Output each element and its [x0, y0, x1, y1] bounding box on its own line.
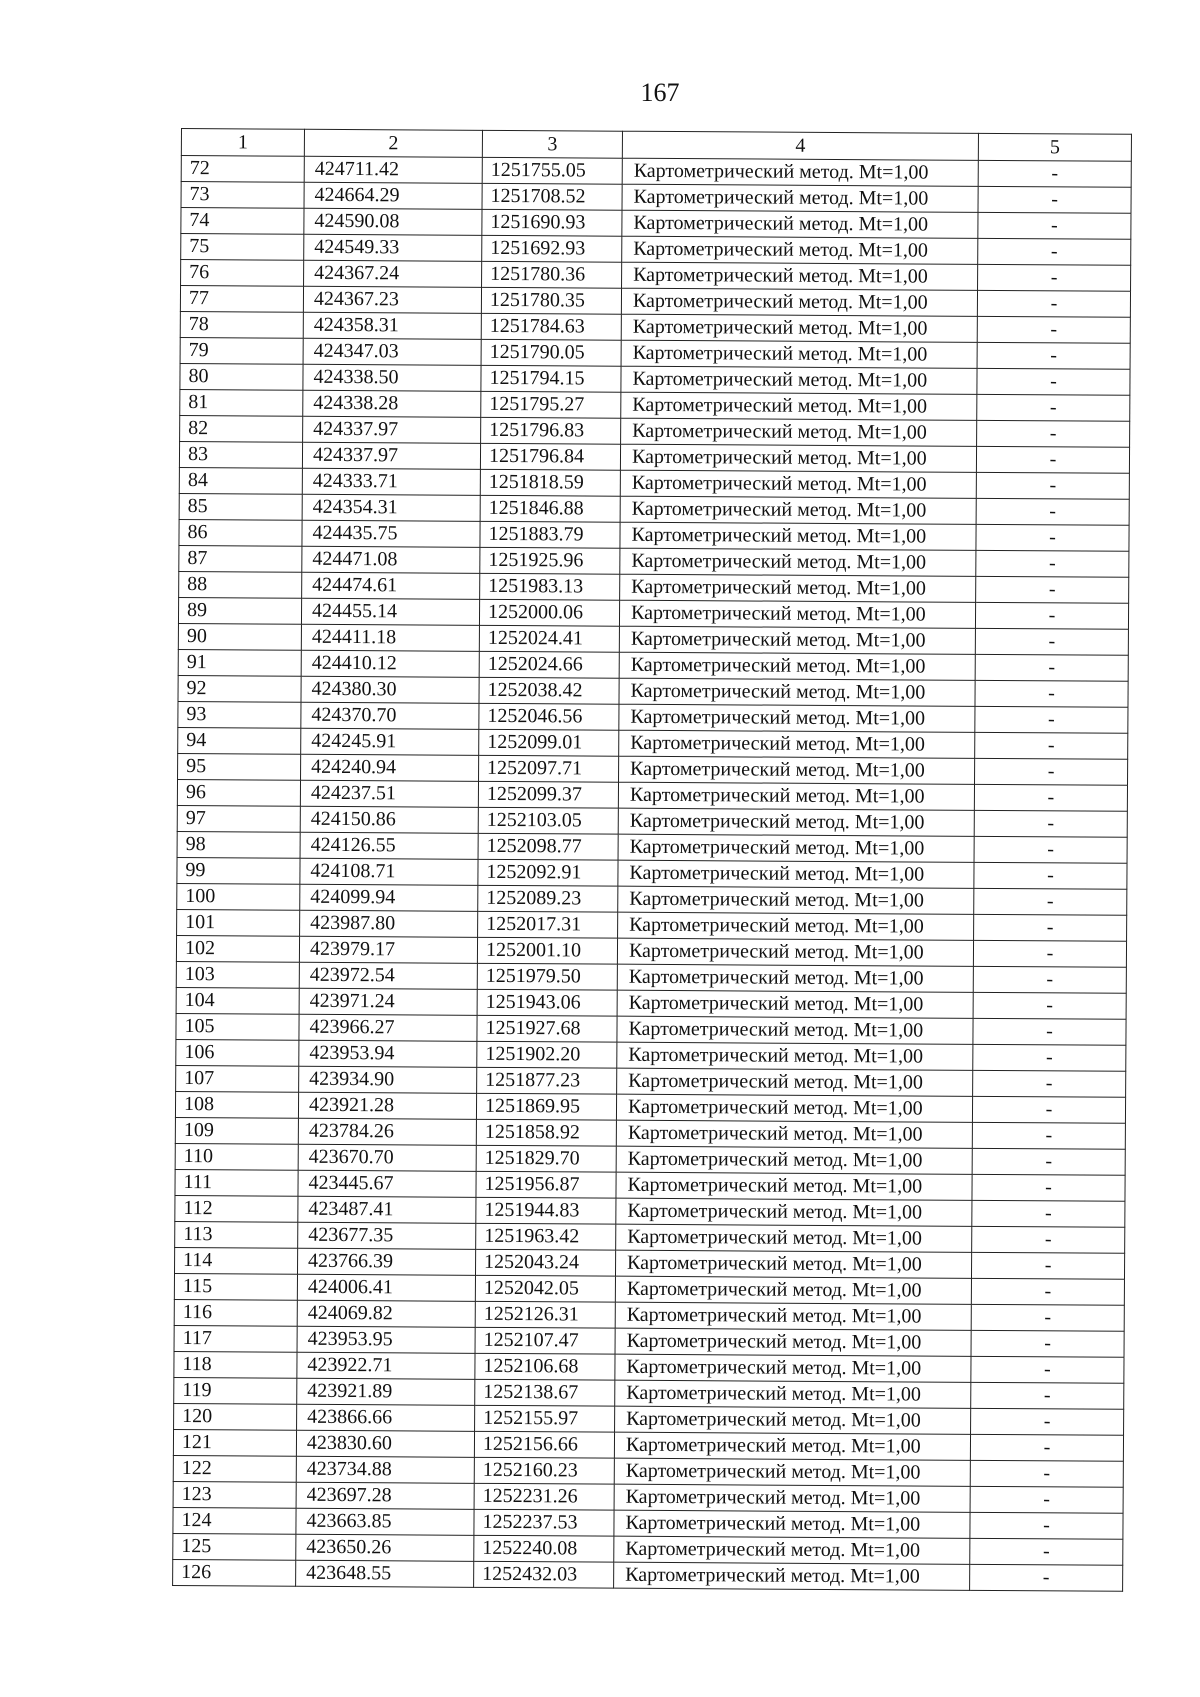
note-cell: - — [973, 1018, 1126, 1045]
x-coordinate-cell: 423921.28 — [298, 1092, 476, 1119]
y-coordinate-cell: 1251708.52 — [482, 183, 622, 210]
point-number-cell: 120 — [174, 1403, 297, 1430]
method-cell: Картометрический метод. Mt=1,00 — [618, 912, 974, 940]
method-cell: Картометрический метод. Mt=1,00 — [616, 1172, 972, 1200]
x-coordinate-cell: 424108.71 — [300, 858, 478, 885]
method-cell: Картометрический метод. Mt=1,00 — [615, 1302, 971, 1330]
header-cell: 3 — [482, 130, 622, 158]
method-cell: Картометрический метод. Mt=1,00 — [618, 886, 974, 914]
y-coordinate-cell: 1251784.63 — [481, 313, 621, 340]
method-cell: Картометрический метод. Mt=1,00 — [614, 1536, 970, 1564]
method-cell: Картометрический метод. Mt=1,00 — [619, 600, 975, 628]
point-number-cell: 126 — [173, 1559, 296, 1586]
x-coordinate-cell: 424411.18 — [301, 624, 479, 651]
y-coordinate-cell: 1251963.42 — [476, 1223, 616, 1250]
y-coordinate-cell: 1252107.47 — [475, 1327, 615, 1354]
point-number-cell: 75 — [181, 234, 304, 261]
point-number-cell: 106 — [176, 1039, 299, 1066]
note-cell: - — [971, 1330, 1124, 1357]
y-coordinate-cell: 1251692.93 — [482, 235, 622, 262]
method-cell: Картометрический метод. Mt=1,00 — [620, 522, 976, 550]
y-coordinate-cell: 1252160.23 — [474, 1457, 614, 1484]
y-coordinate-cell: 1251796.84 — [480, 443, 620, 470]
method-cell: Картометрический метод. Mt=1,00 — [621, 392, 977, 420]
method-cell: Картометрический метод. Mt=1,00 — [621, 288, 977, 316]
method-cell: Картометрический метод. Mt=1,00 — [621, 366, 977, 394]
point-number-cell: 121 — [173, 1429, 296, 1456]
note-cell: - — [975, 680, 1128, 707]
x-coordinate-cell: 423971.24 — [299, 988, 477, 1015]
note-cell: - — [975, 654, 1128, 681]
note-cell: - — [977, 290, 1130, 317]
x-coordinate-cell: 423953.94 — [299, 1040, 477, 1067]
method-cell: Картометрический метод. Mt=1,00 — [616, 1198, 972, 1226]
y-coordinate-cell: 1252043.24 — [475, 1249, 615, 1276]
point-number-cell: 88 — [179, 571, 302, 598]
point-number-cell: 95 — [178, 753, 301, 780]
y-coordinate-cell: 1252155.97 — [475, 1405, 615, 1432]
y-coordinate-cell: 1252024.66 — [479, 651, 619, 678]
point-number-cell: 78 — [180, 311, 303, 338]
note-cell: - — [976, 498, 1129, 525]
note-cell: - — [976, 446, 1129, 473]
note-cell: - — [975, 602, 1128, 629]
x-coordinate-cell: 424006.41 — [297, 1274, 475, 1301]
x-coordinate-cell: 423987.80 — [300, 910, 478, 937]
method-cell: Картометрический метод. Mt=1,00 — [622, 236, 978, 264]
note-cell: - — [974, 810, 1127, 837]
note-cell: - — [978, 212, 1131, 239]
header-cell: 5 — [978, 133, 1131, 161]
y-coordinate-cell: 1251690.93 — [482, 209, 622, 236]
x-coordinate-cell: 424237.51 — [300, 780, 478, 807]
x-coordinate-cell: 424338.28 — [303, 390, 481, 417]
x-coordinate-cell: 423979.17 — [299, 936, 477, 963]
method-cell: Картометрический метод. Mt=1,00 — [617, 1068, 973, 1096]
method-cell: Картометрический метод. Mt=1,00 — [622, 210, 978, 238]
y-coordinate-cell: 1251883.79 — [480, 521, 620, 548]
page-number: 167 — [640, 78, 680, 107]
y-coordinate-cell: 1252231.26 — [474, 1483, 614, 1510]
x-coordinate-cell: 423953.95 — [297, 1326, 475, 1353]
x-coordinate-cell: 423445.67 — [298, 1170, 476, 1197]
point-number-cell: 77 — [180, 286, 303, 313]
coordinates-table — [172, 128, 1132, 1592]
y-coordinate-cell: 1251846.88 — [480, 495, 620, 522]
method-cell: Картометрический метод. Mt=1,00 — [619, 652, 975, 680]
point-number-cell: 86 — [179, 519, 302, 546]
point-number-cell: 100 — [177, 883, 300, 910]
method-cell: Картометрический метод. Mt=1,00 — [620, 548, 976, 576]
note-cell: - — [977, 342, 1130, 369]
x-coordinate-cell: 423648.55 — [296, 1560, 474, 1587]
x-coordinate-cell: 424126.55 — [300, 832, 478, 859]
method-cell: Картометрический метод. Mt=1,00 — [620, 496, 976, 524]
note-cell: - — [973, 1044, 1126, 1071]
table-body — [173, 156, 1132, 1592]
x-coordinate-cell: 423766.39 — [298, 1248, 476, 1275]
point-number-cell: 84 — [179, 467, 302, 494]
note-cell: - — [976, 550, 1129, 577]
x-coordinate-cell: 423670.70 — [298, 1144, 476, 1171]
method-cell: Картометрический метод. Mt=1,00 — [622, 184, 978, 212]
y-coordinate-cell: 1251943.06 — [477, 989, 617, 1016]
point-number-cell: 112 — [175, 1195, 298, 1222]
note-cell: - — [974, 784, 1127, 811]
point-number-cell: 118 — [174, 1351, 297, 1378]
y-coordinate-cell: 1251795.27 — [481, 391, 621, 418]
y-coordinate-cell: 1252042.05 — [475, 1275, 615, 1302]
x-coordinate-cell: 423697.28 — [296, 1482, 474, 1509]
point-number-cell: 105 — [176, 1013, 299, 1040]
note-cell: - — [974, 862, 1127, 889]
note-cell: - — [970, 1460, 1123, 1487]
y-coordinate-cell: 1251780.35 — [481, 287, 621, 314]
note-cell: - — [974, 836, 1127, 863]
y-coordinate-cell: 1251983.13 — [480, 573, 620, 600]
point-number-cell: 101 — [177, 909, 300, 936]
note-cell: - — [978, 160, 1131, 187]
point-number-cell: 76 — [181, 260, 304, 287]
point-number-cell: 79 — [180, 337, 303, 364]
note-cell: - — [975, 628, 1128, 655]
point-number-cell: 125 — [173, 1533, 296, 1560]
point-number-cell: 93 — [178, 701, 301, 728]
x-coordinate-cell: 424664.29 — [304, 182, 482, 209]
y-coordinate-cell: 1251925.96 — [480, 547, 620, 574]
x-coordinate-cell: 423650.26 — [296, 1534, 474, 1561]
point-number-cell: 72 — [181, 156, 304, 183]
note-cell: - — [977, 368, 1130, 395]
method-cell: Картометрический метод. Mt=1,00 — [615, 1354, 971, 1382]
point-number-cell: 117 — [174, 1325, 297, 1352]
y-coordinate-cell: 1252106.68 — [475, 1353, 615, 1380]
y-coordinate-cell: 1252099.37 — [478, 781, 618, 808]
x-coordinate-cell: 424069.82 — [297, 1300, 475, 1327]
x-coordinate-cell: 424333.71 — [302, 468, 480, 495]
y-coordinate-cell: 1252126.31 — [475, 1301, 615, 1328]
y-coordinate-cell: 1251790.05 — [481, 339, 621, 366]
x-coordinate-cell: 424410.12 — [301, 650, 479, 677]
point-number-cell: 97 — [177, 805, 300, 832]
y-coordinate-cell: 1252240.08 — [474, 1535, 614, 1562]
note-cell: - — [975, 732, 1128, 759]
method-cell: Картометрический метод. Mt=1,00 — [615, 1328, 971, 1356]
note-cell: - — [972, 1148, 1125, 1175]
method-cell: Картометрический метод. Mt=1,00 — [621, 314, 977, 342]
note-cell: - — [978, 238, 1131, 265]
method-cell: Картометрический метод. Mt=1,00 — [618, 860, 974, 888]
note-cell: - — [972, 1122, 1125, 1149]
method-cell: Картометрический метод. Mt=1,00 — [617, 964, 973, 992]
note-cell: - — [970, 1564, 1123, 1591]
note-cell: - — [971, 1382, 1124, 1409]
y-coordinate-cell: 1252092.91 — [478, 859, 618, 886]
point-number-cell: 89 — [178, 597, 301, 624]
x-coordinate-cell: 423487.41 — [298, 1196, 476, 1223]
x-coordinate-cell: 424474.61 — [302, 572, 480, 599]
point-number-cell: 115 — [174, 1273, 297, 1300]
point-number-cell: 92 — [178, 675, 301, 702]
point-number-cell: 90 — [178, 623, 301, 650]
note-cell: - — [971, 1304, 1124, 1331]
x-coordinate-cell: 424367.23 — [303, 286, 481, 313]
y-coordinate-cell: 1252038.42 — [479, 677, 619, 704]
y-coordinate-cell: 1252098.77 — [478, 833, 618, 860]
y-coordinate-cell: 1251780.36 — [482, 261, 622, 288]
method-cell: Картометрический метод. Mt=1,00 — [615, 1406, 971, 1434]
method-cell: Картометрический метод. Mt=1,00 — [615, 1250, 971, 1278]
point-number-cell: 113 — [175, 1221, 298, 1248]
point-number-cell: 123 — [173, 1481, 296, 1508]
x-coordinate-cell: 424370.70 — [301, 702, 479, 729]
note-cell: - — [975, 706, 1128, 733]
x-coordinate-cell: 424347.03 — [303, 338, 481, 365]
y-coordinate-cell: 1251902.20 — [477, 1041, 617, 1068]
method-cell: Картометрический метод. Mt=1,00 — [614, 1484, 970, 1512]
x-coordinate-cell: 423830.60 — [296, 1430, 474, 1457]
y-coordinate-cell: 1251829.70 — [476, 1145, 616, 1172]
note-cell: - — [973, 940, 1126, 967]
note-cell: - — [971, 1278, 1124, 1305]
note-cell: - — [976, 524, 1129, 551]
y-coordinate-cell: 1251944.83 — [476, 1197, 616, 1224]
method-cell: Картометрический метод. Mt=1,00 — [615, 1276, 971, 1304]
point-number-cell: 87 — [179, 545, 302, 572]
point-number-cell: 85 — [179, 493, 302, 520]
point-number-cell: 111 — [175, 1169, 298, 1196]
method-cell: Картометрический метод. Mt=1,00 — [617, 938, 973, 966]
note-cell: - — [974, 914, 1127, 941]
note-cell: - — [972, 1200, 1125, 1227]
x-coordinate-cell: 423784.26 — [298, 1118, 476, 1145]
note-cell: - — [970, 1512, 1123, 1539]
note-cell: - — [971, 1408, 1124, 1435]
y-coordinate-cell: 1251979.50 — [477, 963, 617, 990]
point-number-cell: 96 — [177, 779, 300, 806]
note-cell: - — [972, 1226, 1125, 1253]
y-coordinate-cell: 1252103.05 — [478, 807, 618, 834]
method-cell: Картометрический метод. Mt=1,00 — [620, 470, 976, 498]
method-cell: Картометрический метод. Mt=1,00 — [619, 704, 975, 732]
method-cell: Картометрический метод. Mt=1,00 — [616, 1146, 972, 1174]
point-number-cell: 104 — [176, 987, 299, 1014]
x-coordinate-cell: 424367.24 — [304, 260, 482, 287]
method-cell: Картометрический метод. Mt=1,00 — [616, 1094, 972, 1122]
x-coordinate-cell: 424711.42 — [304, 156, 482, 183]
note-cell: - — [971, 1252, 1124, 1279]
x-coordinate-cell: 423921.89 — [297, 1378, 475, 1405]
header-cell: 4 — [622, 131, 978, 160]
note-cell: - — [972, 1096, 1125, 1123]
note-cell: - — [978, 264, 1131, 291]
x-coordinate-cell: 424099.94 — [300, 884, 478, 911]
x-coordinate-cell: 424380.30 — [301, 676, 479, 703]
y-coordinate-cell: 1252138.67 — [475, 1379, 615, 1406]
method-cell: Картометрический метод. Mt=1,00 — [617, 990, 973, 1018]
note-cell: - — [977, 316, 1130, 343]
x-coordinate-cell: 424358.31 — [303, 312, 481, 339]
method-cell: Картометрический метод. Mt=1,00 — [619, 730, 975, 758]
note-cell: - — [977, 420, 1130, 447]
header-cell: 1 — [181, 129, 304, 157]
x-coordinate-cell: 424245.91 — [301, 728, 479, 755]
x-coordinate-cell: 423972.54 — [299, 962, 477, 989]
note-cell: - — [970, 1434, 1123, 1461]
note-cell: - — [970, 1538, 1123, 1565]
method-cell: Картометрический метод. Mt=1,00 — [614, 1458, 970, 1486]
point-number-cell: 80 — [180, 363, 303, 390]
method-cell: Картометрический метод. Mt=1,00 — [617, 1042, 973, 1070]
x-coordinate-cell: 424590.08 — [304, 208, 482, 235]
point-number-cell: 110 — [175, 1143, 298, 1170]
x-coordinate-cell: 424337.97 — [302, 442, 480, 469]
method-cell: Картометрический метод. Mt=1,00 — [619, 678, 975, 706]
method-cell: Картометрический метод. Mt=1,00 — [618, 834, 974, 862]
x-coordinate-cell: 424240.94 — [301, 754, 479, 781]
y-coordinate-cell: 1252089.23 — [478, 885, 618, 912]
method-cell: Картометрический метод. Mt=1,00 — [614, 1562, 970, 1590]
note-cell: - — [978, 186, 1131, 213]
point-number-cell: 108 — [175, 1091, 298, 1118]
point-number-cell: 94 — [178, 727, 301, 754]
x-coordinate-cell: 423966.27 — [299, 1014, 477, 1041]
note-cell: - — [975, 758, 1128, 785]
point-number-cell: 116 — [174, 1299, 297, 1326]
x-coordinate-cell: 423663.85 — [296, 1508, 474, 1535]
note-cell: - — [970, 1486, 1123, 1513]
method-cell: Картометрический метод. Mt=1,00 — [614, 1432, 970, 1460]
x-coordinate-cell: 424549.33 — [304, 234, 482, 261]
method-cell: Картометрический метод. Mt=1,00 — [619, 756, 975, 784]
x-coordinate-cell: 424354.31 — [302, 494, 480, 521]
y-coordinate-cell: 1252017.31 — [478, 911, 618, 938]
point-number-cell: 103 — [176, 961, 299, 988]
note-cell: - — [973, 966, 1126, 993]
y-coordinate-cell: 1251877.23 — [477, 1067, 617, 1094]
note-cell: - — [973, 992, 1126, 1019]
x-coordinate-cell: 424150.86 — [300, 806, 478, 833]
note-cell: - — [971, 1356, 1124, 1383]
point-number-cell: 83 — [179, 441, 302, 468]
note-cell: - — [976, 472, 1129, 499]
method-cell: Картометрический метод. Mt=1,00 — [617, 1016, 973, 1044]
point-number-cell: 98 — [177, 831, 300, 858]
point-number-cell: 114 — [175, 1247, 298, 1274]
note-cell: - — [972, 1174, 1125, 1201]
method-cell: Картометрический метод. Mt=1,00 — [618, 782, 974, 810]
point-number-cell: 124 — [173, 1507, 296, 1534]
x-coordinate-cell: 424471.08 — [302, 546, 480, 573]
y-coordinate-cell: 1252097.71 — [479, 755, 619, 782]
y-coordinate-cell: 1252237.53 — [474, 1509, 614, 1536]
note-cell: - — [974, 888, 1127, 915]
table-row — [173, 1559, 1123, 1591]
method-cell: Картометрический метод. Mt=1,00 — [621, 418, 977, 446]
point-number-cell: 109 — [175, 1117, 298, 1144]
point-number-cell: 73 — [181, 182, 304, 209]
x-coordinate-cell: 423734.88 — [296, 1456, 474, 1483]
point-number-cell: 122 — [173, 1455, 296, 1482]
x-coordinate-cell: 424337.97 — [303, 416, 481, 443]
note-cell: - — [976, 576, 1129, 603]
method-cell: Картометрический метод. Mt=1,00 — [615, 1380, 971, 1408]
point-number-cell: 81 — [180, 389, 303, 416]
point-number-cell: 107 — [176, 1065, 299, 1092]
y-coordinate-cell: 1251794.15 — [481, 365, 621, 392]
x-coordinate-cell: 423922.71 — [297, 1352, 475, 1379]
header-cell: 2 — [304, 129, 482, 157]
point-number-cell: 102 — [176, 935, 299, 962]
method-cell: Картометрический метод. Mt=1,00 — [619, 626, 975, 654]
point-number-cell: 91 — [178, 649, 301, 676]
x-coordinate-cell: 423866.66 — [297, 1404, 475, 1431]
y-coordinate-cell: 1251858.92 — [476, 1119, 616, 1146]
y-coordinate-cell: 1252156.66 — [474, 1431, 614, 1458]
point-number-cell: 82 — [180, 415, 303, 442]
y-coordinate-cell: 1251869.95 — [476, 1093, 616, 1120]
method-cell: Картометрический метод. Mt=1,00 — [621, 340, 977, 368]
note-cell: - — [973, 1070, 1126, 1097]
y-coordinate-cell: 1252432.03 — [474, 1561, 614, 1588]
x-coordinate-cell: 423934.90 — [299, 1066, 477, 1093]
x-coordinate-cell: 424435.75 — [302, 520, 480, 547]
method-cell: Картометрический метод. Mt=1,00 — [620, 574, 976, 602]
method-cell: Картометрический метод. Mt=1,00 — [622, 158, 978, 186]
note-cell: - — [977, 394, 1130, 421]
method-cell: Картометрический метод. Mt=1,00 — [616, 1224, 972, 1252]
y-coordinate-cell: 1251796.83 — [481, 417, 621, 444]
point-number-cell: 119 — [174, 1377, 297, 1404]
y-coordinate-cell: 1251927.68 — [477, 1015, 617, 1042]
y-coordinate-cell: 1252046.56 — [479, 703, 619, 730]
point-number-cell: 99 — [177, 857, 300, 884]
method-cell: Картометрический метод. Mt=1,00 — [616, 1120, 972, 1148]
x-coordinate-cell: 424455.14 — [301, 598, 479, 625]
method-cell: Картометрический метод. Mt=1,00 — [614, 1510, 970, 1538]
y-coordinate-cell: 1252099.01 — [479, 729, 619, 756]
y-coordinate-cell: 1251818.59 — [480, 469, 620, 496]
method-cell: Картометрический метод. Mt=1,00 — [622, 262, 978, 290]
x-coordinate-cell: 424338.50 — [303, 364, 481, 391]
y-coordinate-cell: 1251755.05 — [482, 157, 622, 184]
y-coordinate-cell: 1252000.06 — [479, 599, 619, 626]
y-coordinate-cell: 1252024.41 — [479, 625, 619, 652]
y-coordinate-cell: 1251956.87 — [476, 1171, 616, 1198]
y-coordinate-cell: 1252001.10 — [477, 937, 617, 964]
point-number-cell: 74 — [181, 208, 304, 235]
x-coordinate-cell: 423677.35 — [298, 1222, 476, 1249]
method-cell: Картометрический метод. Mt=1,00 — [620, 444, 976, 472]
method-cell: Картометрический метод. Mt=1,00 — [618, 808, 974, 836]
